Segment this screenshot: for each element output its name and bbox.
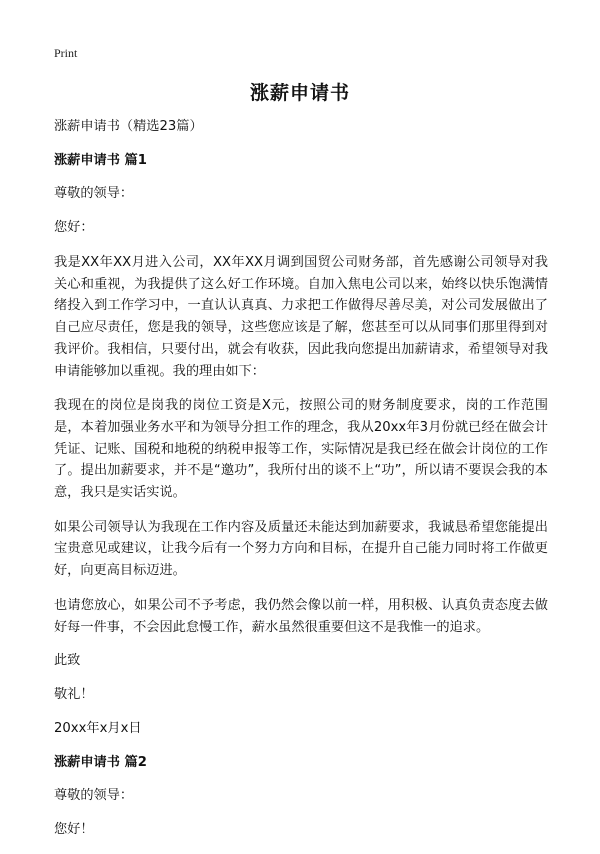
regards: 敬礼！: [54, 687, 94, 703]
salutation: 尊敬的领导：: [54, 186, 134, 201]
paragraph: 如果公司领导认为我现在工作内容及质量还未能达到加薪要求，我诚恳希望您能提出宝贵意见或建议，让我今后有一个努力方向和目标，在提升自己能力同时将工作做更好，向更高目标迈进。: [54, 519, 548, 579]
document-body: [54, 117, 548, 854]
paragraph: 我现在的岗位是岗我的岗位工资是X元，按照公司的财务制度要求，岗的工作范围是，本着加强业务水平和为领导分担工作的理念，我从20xx年3月份就已经在做会计凭证、记账、国税和地税的纳税申报等工作，实际情况是我已经在做会计岗位的工作了。提出加薪要求，并不是“邀功”，我所付出的谈不上“功”，所以请不要误会我的本意，我只是实话实说。: [54, 398, 548, 501]
section-heading: 涨薪申请书 篇2: [54, 755, 147, 771]
salutation: 尊敬的领导：: [54, 788, 134, 804]
paragraph: 我是XX年XX月进入公司，XX年XX月调到国贸公司财务部，首先感谢公司领导对我关心和重视，为我提供了这么好工作环境。自加入焦电公司以来，始终以快乐饱满情绪投入到工作学习中，一直认认真真、力求把工作做得尽善尽美，对公司发展做出了自己应尽责任，您是我的领导，这些您应该是了解，您甚至可以从同事们那里得到对我评价。我相信，只要付出，就会有收获，因此我向您提出加薪请求，希望领导对我申请能够加以重视。我的理由如下：: [54, 255, 548, 379]
print-link[interactable]: Print: [54, 46, 78, 60]
section-2: [54, 753, 548, 840]
letter-date: 20xx年x月x日: [54, 721, 142, 737]
document-title: 涨薪申请书: [249, 82, 350, 104]
document-subtitle: 涨薪申请书（精选23篇）: [54, 119, 203, 134]
section-heading: 涨薪申请书 篇1: [54, 153, 147, 168]
closing: 此致: [54, 653, 81, 669]
greeting: 您好！: [54, 822, 94, 838]
paragraph: 也请您放心，如果公司不予考虑，我仍然会像以前一样，用积极、认真负责态度去做好每一件事，不会因此怠慢工作，薪水虽然很重要但这不是我惟一的追求。: [54, 597, 548, 635]
section-1: [54, 151, 548, 739]
greeting: 您好：: [54, 220, 94, 235]
